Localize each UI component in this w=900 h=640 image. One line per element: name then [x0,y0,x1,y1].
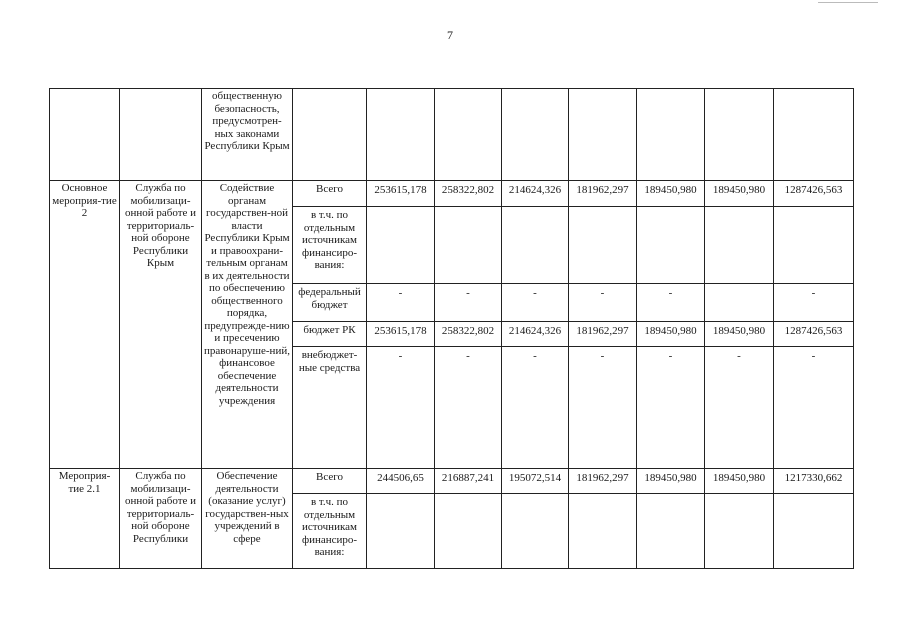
cont-col7 [502,89,569,181]
value-cell: 189450,980 [705,322,774,347]
value-cell: 244506,65 [367,469,435,494]
value-cell: 216887,241 [435,469,502,494]
cont-col8 [569,89,637,181]
funding-source: внебюджет-ные средства [293,347,367,469]
value-cell [774,494,854,569]
measure-description: Обеспечение деятельности (оказание услуг) государствен-ных учреждений в сфере [202,469,293,569]
value-cell [569,494,637,569]
value-cell [637,494,705,569]
value-cell [705,207,774,284]
value-cell: - [637,284,705,322]
value-cell: - [637,347,705,469]
funding-source: Всего [293,469,367,494]
value-cell [367,494,435,569]
value-cell: - [502,347,569,469]
value-cell: - [569,284,637,322]
value-cell: 189450,980 [705,181,774,207]
value-cell: 258322,802 [435,181,502,207]
scan-mark [818,2,878,3]
value-cell [569,207,637,284]
funding-source: федеральный бюджет [293,284,367,322]
value-cell: 189450,980 [705,469,774,494]
value-cell: 189450,980 [637,181,705,207]
value-cell: - [774,347,854,469]
measure-executor: Служба по мобилизаци-онной работе и территориаль-ной обороне Республики Крым [120,181,202,469]
cont-col10 [705,89,774,181]
value-cell: 1217330,662 [774,469,854,494]
value-cell: - [502,284,569,322]
value-cell [705,494,774,569]
value-cell: - [569,347,637,469]
cont-col1 [50,89,120,181]
value-cell: 214624,326 [502,322,569,347]
value-cell [774,207,854,284]
value-cell: 189450,980 [637,469,705,494]
value-cell [367,207,435,284]
value-cell: 1287426,563 [774,322,854,347]
value-cell [502,494,569,569]
value-cell: 181962,297 [569,181,637,207]
value-cell: 214624,326 [502,181,569,207]
value-cell: - [367,347,435,469]
funding-source: в т.ч. по отдельным источникам финансиро-вания: [293,494,367,569]
cont-description: общественную безопасность, предусмотрен-ных законами Республики Крым [202,89,293,181]
value-cell: - [435,347,502,469]
page-number: 7 [447,28,453,42]
funding-source: Всего [293,181,367,207]
cont-col9 [637,89,705,181]
value-cell: 189450,980 [637,322,705,347]
funding-source: бюджет РК [293,322,367,347]
cont-col6 [435,89,502,181]
budget-table [49,88,854,569]
value-cell: 258322,802 [435,322,502,347]
value-cell: 195072,514 [502,469,569,494]
cont-col5 [367,89,435,181]
table-row [50,181,854,207]
value-cell [705,284,774,322]
value-cell: - [367,284,435,322]
value-cell: - [435,284,502,322]
measure-executor: Служба по мобилизаци-онной работе и территориаль-ной обороне Республики [120,469,202,569]
value-cell [637,207,705,284]
value-cell [435,207,502,284]
value-cell: 1287426,563 [774,181,854,207]
value-cell: 181962,297 [569,469,637,494]
value-cell [435,494,502,569]
value-cell: 181962,297 [569,322,637,347]
measure-name: Основное мероприя-тие 2 [50,181,120,469]
value-cell: - [774,284,854,322]
value-cell: 253615,178 [367,181,435,207]
value-cell [502,207,569,284]
value-cell: - [705,347,774,469]
funding-source: в т.ч. по отдельным источникам финансиро-вания: [293,207,367,284]
measure-description: Содействие органам государствен-ной власти Республики Крым и правоохрани-тельным органам в их деятельности по обеспечению общественного порядка, предупрежде-нию и пресечению правонаруше-ний, финансовое обеспечение деятельности учреждения [202,181,293,469]
measure-name: Мероприя-тие 2.1 [50,469,120,569]
cont-col2 [120,89,202,181]
cont-col4 [293,89,367,181]
table-row [50,469,854,494]
continuation-row [50,89,854,181]
value-cell: 253615,178 [367,322,435,347]
cont-col11 [774,89,854,181]
